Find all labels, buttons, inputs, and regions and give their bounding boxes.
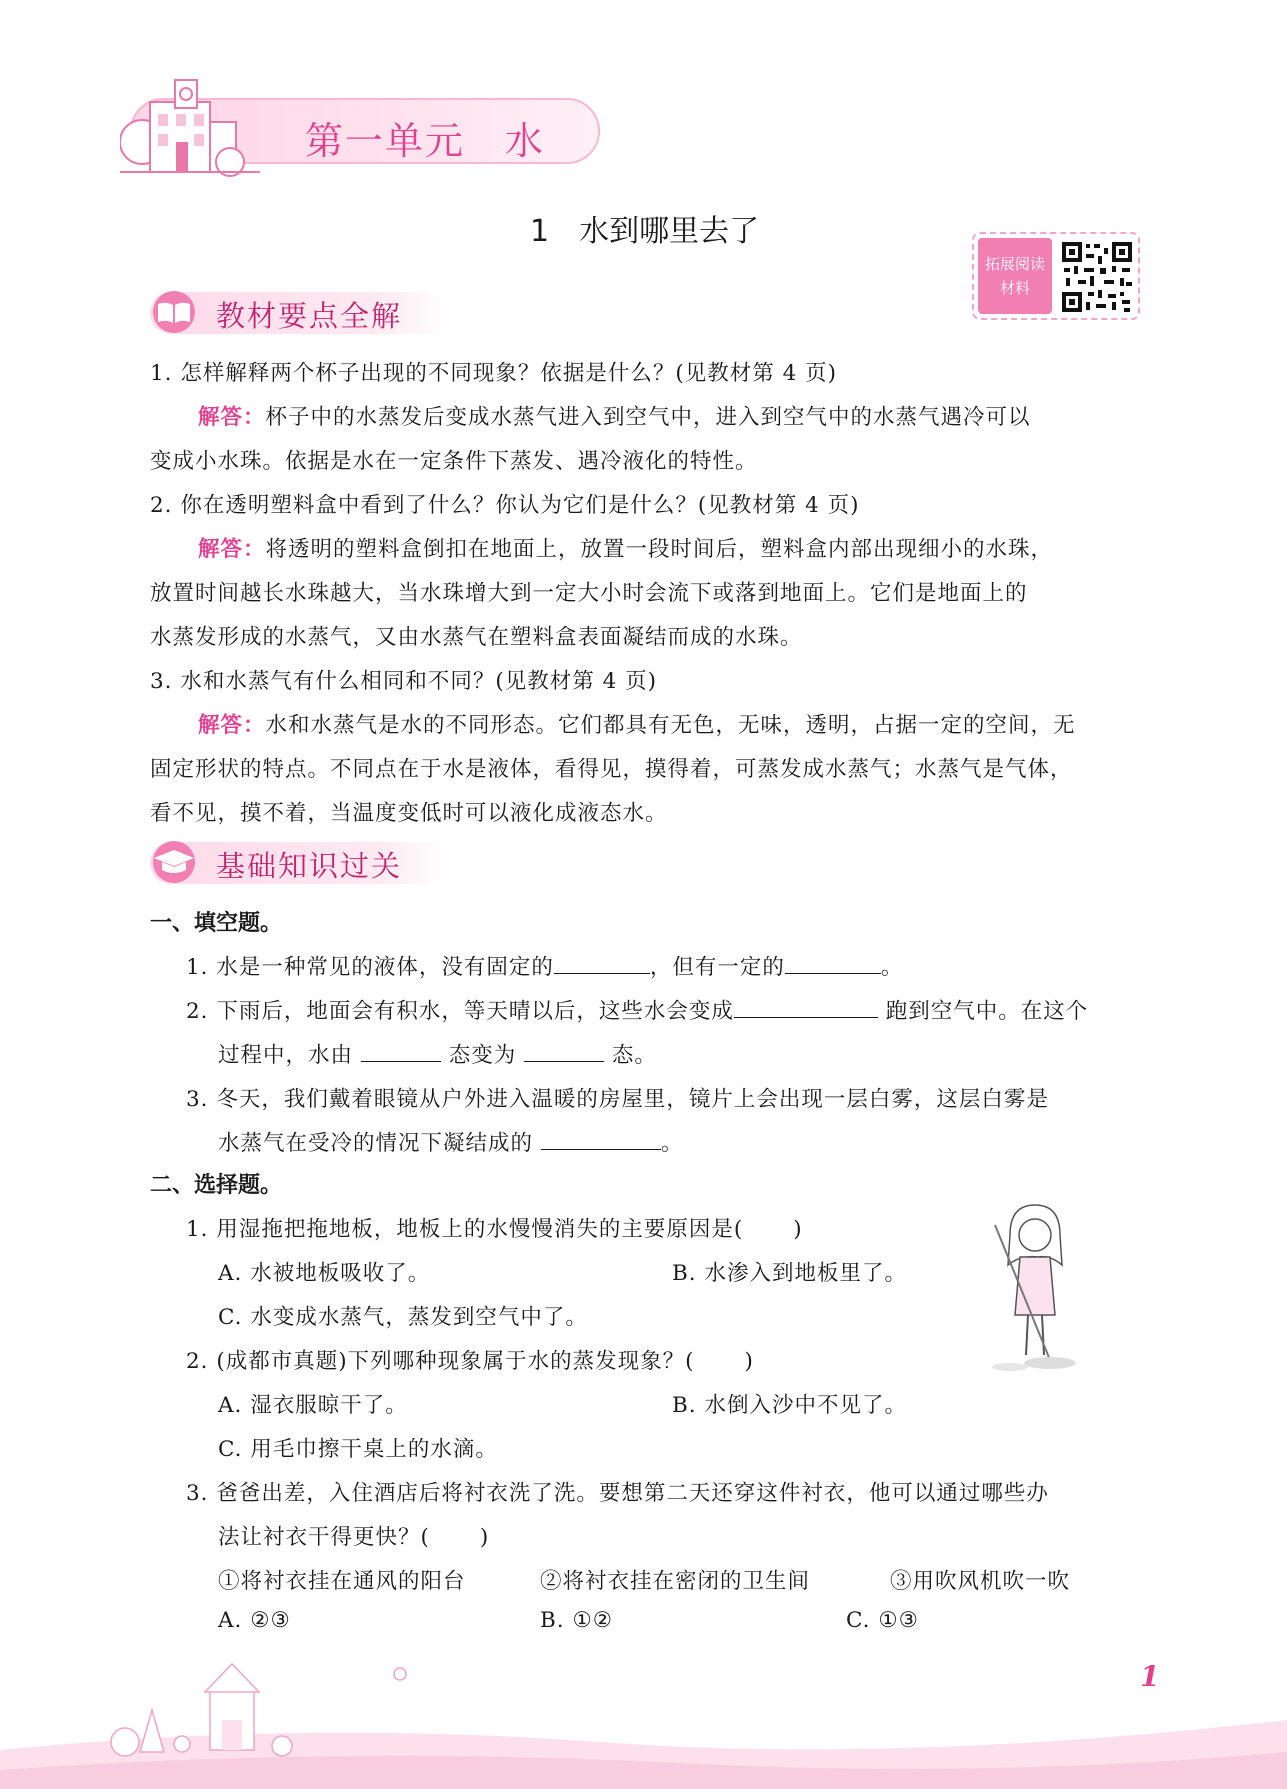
unit-title: 第一单元 水 [305, 119, 546, 163]
answer-blank[interactable] [554, 953, 650, 974]
answer-blank[interactable] [524, 1041, 604, 1062]
answer-1-line-2: 变成小水珠。依据是水在一定条件下蒸发、遇冷液化的特性。 [150, 449, 758, 474]
option-B: B. 水倒入沙中不见了。 [672, 1393, 907, 1418]
answer-3-line-3: 看不见，摸不着，当温度变低时可以液化成液态水。 [150, 801, 668, 826]
answer-blank[interactable] [785, 953, 881, 974]
statement-2: ②将衬衣挂在密闭的卫生间 [540, 1569, 811, 1594]
choice-question-3-line-2: 法让衬衣干得更快？( ) [218, 1525, 490, 1550]
fill-question-2-line-1: 2. 下雨后，地面会有积水，等天晴以后，这些水会变成 跑到空气中。在这个 [186, 999, 1089, 1024]
option-B: B. 水渗入到地板里了。 [672, 1261, 907, 1286]
answer-blank[interactable] [541, 1129, 661, 1150]
answer-2-line-1: 解答：将透明的塑料盒倒扣在地面上，放置一段时间后，塑料盒内部出现细小的水珠， [198, 537, 1054, 562]
answer-3-line-1: 解答：水和水蒸气是水的不同形态。它们都具有无色，无味，透明，占据一定的空间，无 [198, 713, 1076, 738]
section-title-key-points: 教材要点全解 [216, 299, 403, 333]
answer-1-line-1: 解答：杯子中的水蒸发后变成水蒸气进入到空气中，进入到空气中的水蒸气遇冷可以 [198, 405, 1031, 430]
answer-tag: 解答： [198, 713, 266, 738]
statement-1: ①将衬衣挂在通风的阳台 [218, 1569, 466, 1594]
option-A: A. ②③ [218, 1608, 291, 1633]
fill-question-3-line-1: 3. 冬天，我们戴着眼镜从户外进入温暖的房屋里，镜片上会出现一层白雾，这层白雾是 [186, 1087, 1049, 1112]
section-title-basic-knowledge: 基础知识过关 [216, 849, 403, 883]
girl-mopping-illustration [980, 1195, 1090, 1375]
question-3: 3. 水和水蒸气有什么相同和不同？(见教材第 4 页) [150, 669, 657, 694]
bottom-decoration [0, 1660, 1287, 1789]
answer-tag: 解答： [198, 405, 266, 430]
answer-blank[interactable] [734, 997, 878, 1018]
qr-code-icon[interactable] [1060, 240, 1134, 314]
graduation-cap-icon [148, 840, 200, 884]
qr-label-line1: 拓展阅读 [984, 255, 1045, 273]
option-C: C. 用毛巾擦干桌上的水滴。 [218, 1437, 498, 1462]
choice-question-1: 1. 用湿拖把拖地板，地板上的水慢慢消失的主要原因是( ) [186, 1217, 803, 1242]
qr-label [978, 238, 1052, 314]
choice-question-2: 2. (成都市真题)下列哪种现象属于水的蒸发现象？( ) [186, 1349, 754, 1374]
choice-question-3-line-1: 3. 爸爸出差，入住酒店后将衬衣洗了洗。要想第二天还穿这件衬衣，他可以通过哪些办 [186, 1481, 1049, 1506]
fill-question-2-line-2: 过程中，水由 态变为 态。 [218, 1043, 657, 1068]
question-1: 1. 怎样解释两个杯子出现的不同现象？依据是什么？(见教材第 4 页) [150, 361, 837, 386]
answer-2-line-3: 水蒸发形成的水蒸气，又由水蒸气在塑料盒表面凝结而成的水珠。 [150, 625, 803, 650]
option-C: C. ①③ [846, 1608, 919, 1633]
option-A: A. 水被地板吸收了。 [218, 1261, 431, 1286]
book-icon [148, 290, 200, 334]
qr-label-line2: 材料 [999, 279, 1030, 297]
answer-blank[interactable] [361, 1041, 441, 1062]
answer-2-line-2: 放置时间越长水珠越大，当水珠增大到一定大小时会流下或落到地面上。它们是地面上的 [150, 581, 1028, 606]
statement-3: ③用吹风机吹一吹 [890, 1569, 1071, 1594]
lesson-title: 1 水到哪里去了 [530, 214, 760, 249]
option-B: B. ①② [540, 1608, 614, 1633]
question-2: 2. 你在透明塑料盒中看到了什么？你认为它们是什么？(见教材第 4 页) [150, 493, 860, 518]
option-C: C. 水变成水蒸气，蒸发到空气中了。 [218, 1305, 588, 1330]
answer-3-line-2: 固定形状的特点。不同点在于水是液体，看得见，摸得着，可蒸发成水蒸气；水蒸气是气体， [150, 757, 1073, 782]
part-choice-heading: 二、选择题。 [150, 1173, 283, 1198]
answer-tag: 解答： [198, 537, 266, 562]
fill-question-3-line-2: 水蒸气在受冷的情况下凝结成的 。 [218, 1131, 684, 1156]
part-fill-blanks-heading: 一、填空题。 [150, 911, 283, 936]
page-number: 1 [1140, 1660, 1160, 1693]
school-building-illustration [120, 72, 260, 182]
fill-question-1: 1. 水是一种常见的液体，没有固定的 ，但有一定的 。 [186, 955, 904, 980]
option-A: A. 湿衣服晾干了。 [218, 1393, 408, 1418]
